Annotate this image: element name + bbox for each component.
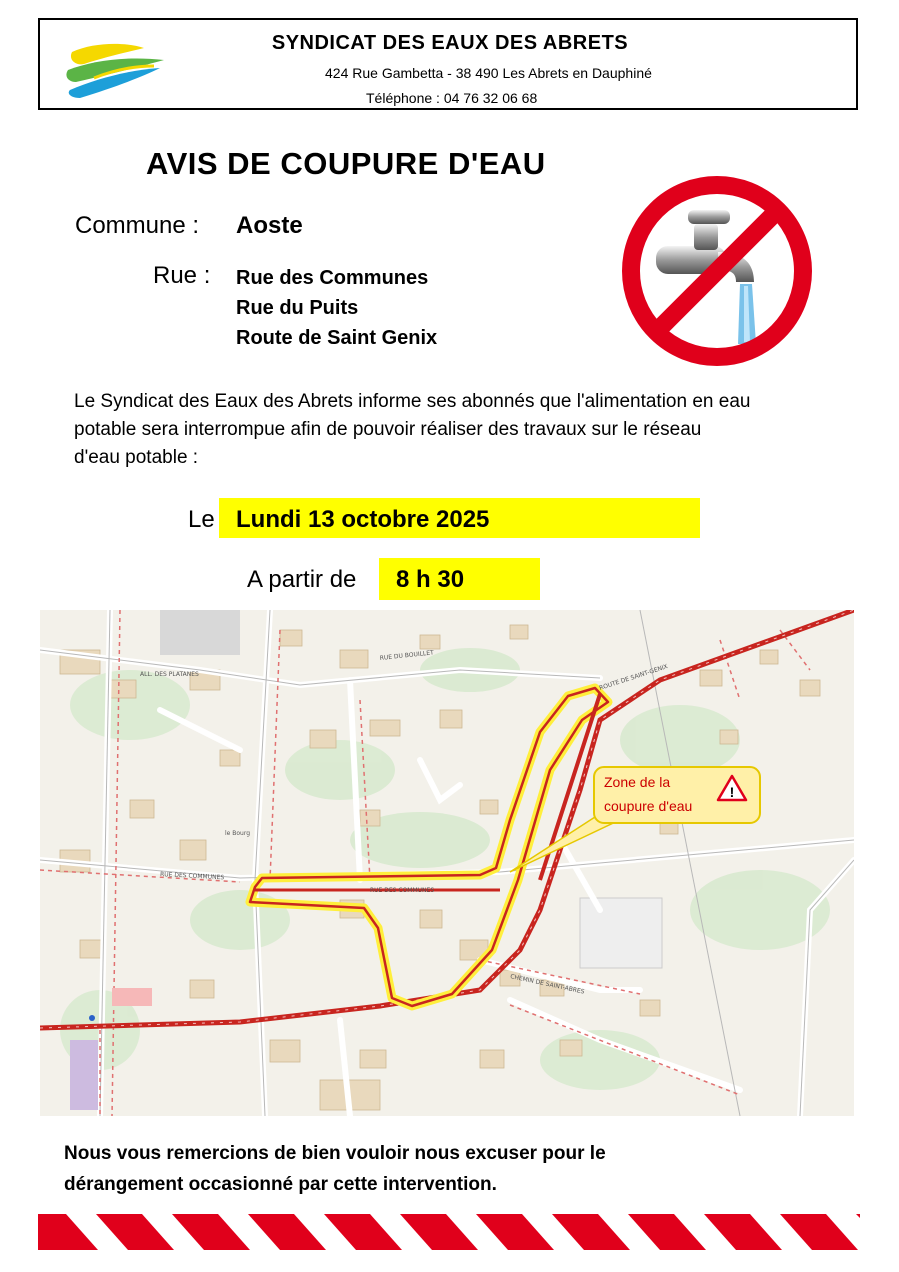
no-water-icon [618,174,816,370]
commune-value: Aoste [236,212,303,239]
info-paragraph [74,388,854,472]
street-item: Rue du Puits [236,297,359,319]
street-item: Rue des Communes [236,267,429,289]
organization-name: SYNDICAT DES EAUX DES ABRETS [271,32,629,54]
info-line: potable sera interrompue afin de pouvoir réaliser des travaux sur le réseau [74,419,702,440]
outage-map [40,610,854,1116]
map-label: le Bourg [225,830,251,837]
closing-line: dérangement occasionné par cette intervention. [64,1174,497,1195]
map-label: RUE DU BOUILLET [379,649,435,662]
callout-line: coupure d'eau [604,798,693,814]
time-value: 8 h 30 [396,566,465,593]
hazard-stripes [38,1214,860,1250]
map-label: CHEMIN DE SAINT-ABRES [509,973,585,996]
date-value: Lundi 13 octobre 2025 [236,506,490,533]
info-line: Le Syndicat des Eaux des Abrets informe ses abonnés que l'alimentation en eau [74,391,751,412]
notice-title: AVIS DE COUPURE D'EAU [146,146,546,181]
closing-line: Nous vous remercions de bien vouloir nous excuser pour le [64,1143,606,1164]
info-line: d'eau potable : [74,447,199,468]
organization-address: 424 Rue Gambetta - 38 490 Les Abrets en Dauphiné [325,65,652,81]
time-label: A partir de [247,566,357,593]
closing-message [64,1138,864,1200]
map-label: ALL. DES PLATANES [140,671,199,678]
street-item: Route de Saint Genix [236,327,438,349]
map-label: ROUTE DE SAINT-GENIX [598,663,669,692]
organization-phone: Téléphone : 04 76 32 06 68 [366,90,538,106]
svg-text:!: ! [729,784,735,800]
street-label: Rue : [153,262,211,289]
map-canvas [40,610,854,1116]
commune-label: Commune : [75,212,200,239]
map-label: RUE DES COMMUNES [370,887,435,894]
callout-line: Zone de la [604,774,671,790]
date-label: Le [188,506,215,533]
map-label: RUE DES COMMUNES [159,871,225,882]
